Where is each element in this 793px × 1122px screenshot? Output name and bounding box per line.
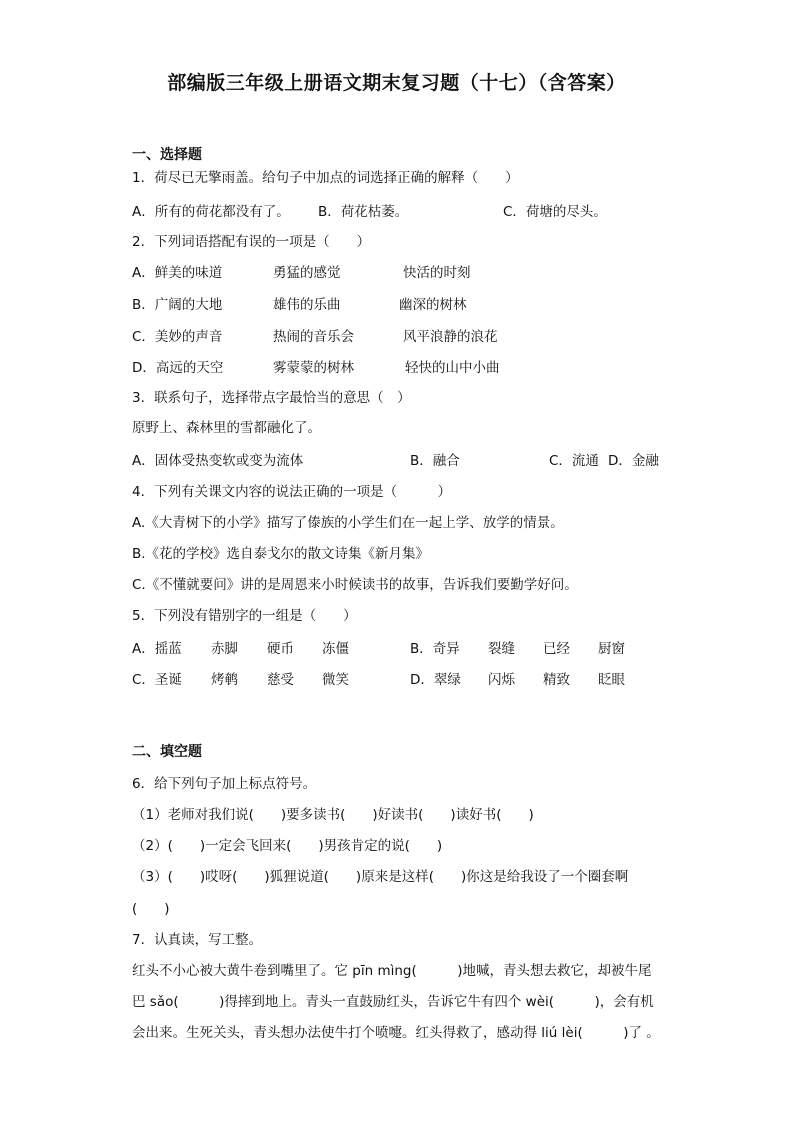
q4-option-c: C.《不懂就要问》讲的是周恩来小时候读书的故事，告诉我们要勤学好问。 [132,577,578,593]
q5-word: 慈受 [267,672,294,688]
q2-option: A．鲜美的味道 [132,265,223,281]
q2-option: 幽深的树林 [399,297,467,313]
q2-option: 勇猛的感觉 [273,265,341,281]
question-1-stem: 1．荷尽已无擎雨盖。给句子中加点的词选择正确的解释（ ） [132,170,519,186]
q1-option-c: C．荷塘的尽头。 [503,204,607,220]
q5-word: C．圣诞 [132,672,182,688]
q3-option-d: D．金融 [608,453,659,469]
question-2-stem: 2．下列词语搭配有误的一项是（ ） [132,234,371,250]
q4-option-b: B.《花的学校》选自泰戈尔的散文诗集《新月集》 [132,546,430,562]
q5-word: 冻僵 [322,641,349,657]
q5-word: 裂缝 [488,641,515,657]
q7-passage-line: 红头不小心被大黄牛卷到嘴里了。它 pīn mìng( )地喊，青头想去救它，却被牛尾 [132,963,652,979]
q2-option: 雾蒙蒙的树林 [273,360,354,376]
page-title: 部编版三年级上册语文期末复习题（十七）（含答案） [167,72,626,94]
q7-passage-line: 巴 sǎo( )得摔到地上。青头一直鼓励红头，告诉它牛有四个 wèi( )，会有机 [132,994,654,1010]
q3-option-b: B．融合 [410,453,460,469]
q3-option-c: C．流通 [549,453,599,469]
q5-word: 闪烁 [488,672,515,688]
q6-line: ( ) [132,901,170,917]
q2-option: 热闹的音乐会 [273,329,354,345]
q5-word: 硬币 [267,641,294,657]
question-5-stem: 5．下列没有错别字的一组是（ ） [132,608,357,624]
q2-option: 雄伟的乐曲 [273,297,341,313]
section-heading-choice: 一、选择题 [132,147,202,163]
q2-option: C．美妙的声音 [132,329,223,345]
q5-word: 已经 [543,641,570,657]
q5-word: 烤鹌 [211,672,238,688]
q1-option-b: B．荷花枯萎。 [318,204,409,220]
q5-word: D．翠绿 [410,672,461,688]
q6-line: （3）( )哎呀( )狐狸说道( )原来是这样( )你这是给我设了一个圈套啊 [132,869,629,885]
q2-option: D．高远的天空 [132,360,224,376]
q6-line: （2）( )一定会飞回来( )男孩肯定的说( ) [132,838,443,854]
q5-word: B．奇异 [410,641,460,657]
q2-option: 轻快的山中小曲 [405,360,500,376]
q5-word: 厨窗 [598,641,625,657]
question-3-stem: 3．联系句子，选择带点字最恰当的意思（ ） [132,390,411,406]
q3-option-a: A．固体受热变软或变为流体 [132,453,304,469]
q2-option: B．广阔的大地 [132,297,223,313]
question-6-stem: 6．给下列句子加上标点符号。 [132,776,317,792]
question-3-sentence: 原野上、森林里的雪都融化了。 [132,420,321,436]
q4-option-a: A.《大青树下的小学》描写了傣族的小学生们在一起上学、放学的情景。 [132,515,564,531]
q5-word: 精致 [543,672,570,688]
q2-option: 快活的时刻 [403,265,471,281]
q5-word: 眨眼 [598,672,625,688]
q5-word: 赤脚 [211,641,238,657]
question-4-stem: 4．下列有关课文内容的说法正确的一项是（ ） [132,484,452,500]
q2-option: 风平浪静的浪花 [403,329,498,345]
section-heading-fill: 二、填空题 [132,744,202,760]
q5-word: 微笑 [322,672,349,688]
q5-word: A．摇蓝 [132,641,182,657]
q6-line: （1）老师对我们说( )要多读书( )好读书( )读好书( ) [132,807,534,823]
q1-option-a: A．所有的荷花都没有了。 [132,204,290,220]
q7-passage-line: 会出来。生死关头，青头想办法使牛打个喷嚏。红头得救了，感动得 liú lèi( )了 。 [132,1025,660,1041]
question-7-stem: 7．认真读，写工整。 [132,932,263,948]
